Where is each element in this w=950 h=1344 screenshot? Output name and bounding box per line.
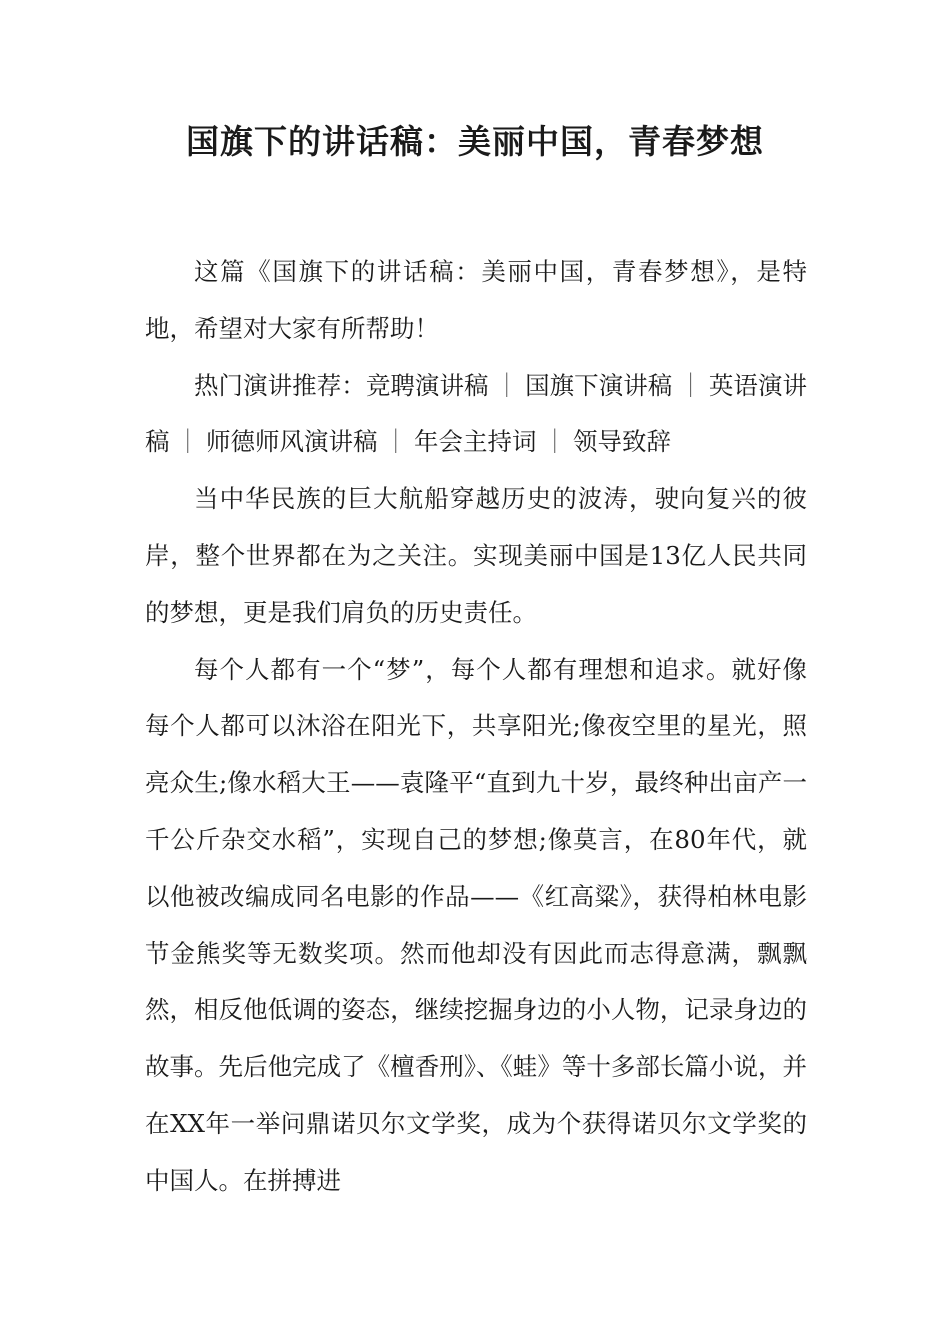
recommend-label: 热门演讲推荐：: [194, 370, 366, 400]
recommend-link-flag-speech[interactable]: 国旗下演讲稿: [525, 370, 673, 400]
intro-paragraph: 这篇《国旗下的讲话稿：美丽中国，青春梦想》，是特地，希望对大家有所帮助！: [145, 257, 807, 343]
document-body: [145, 244, 807, 1210]
recommend-separator: ｜: [383, 427, 408, 457]
recommend-separator: ｜: [542, 427, 567, 457]
document-title: 国旗下的讲话稿：美丽中国，青春梦想: [186, 122, 764, 161]
recommend-link-leader-speech[interactable]: 领导致辞: [573, 427, 671, 457]
recommend-link-teacher-ethics-speech[interactable]: 师德师风演讲稿: [206, 427, 378, 457]
body-paragraph-2: 每个人都有一个“梦”，每个人都有理想和追求。就好像每个人都可以沐浴在阳光下，共享阳光;像夜空里的星光，照亮众生;像水稻大王——袁隆平“直到九十岁，最终种出亩产一千公斤杂交水稻”，实现自己的梦想;像莫言，在80年代，就以他被改编成同名电影的作品——《红高粱》，获得柏林电影节金熊奖等无数奖项。然而他却没有因此而志得意满，飘飘然，相反他低调的姿态，继续挖掘身边的小人物，记录身边的故事。先后他完成了《檀香刑》、《蛙》等十多部长篇小说，并在XX年一举问鼎诺贝尔文学奖，成为个获得诺贝尔文学奖的中国人。在拼搏进: [145, 654, 807, 1195]
recommend-link-annual-host-script[interactable]: 年会主持词: [414, 427, 537, 457]
recommend-separator: ｜: [494, 370, 520, 400]
recommend-link-competition-speech[interactable]: 竞聘演讲稿: [365, 370, 489, 400]
recommend-paragraph: [145, 358, 807, 472]
body-paragraph-1: 当中华民族的巨大航船穿越历史的波涛，驶向复兴的彼岸，整个世界都在为之关注。实现美丽中国是13亿人民共同的梦想，更是我们肩负的历史责任。: [145, 484, 807, 627]
recommend-separator: ｜: [678, 370, 703, 400]
recommend-separator: ｜: [175, 427, 200, 457]
recommend-link-english-speech[interactable]: 英语演讲稿: [145, 370, 808, 457]
